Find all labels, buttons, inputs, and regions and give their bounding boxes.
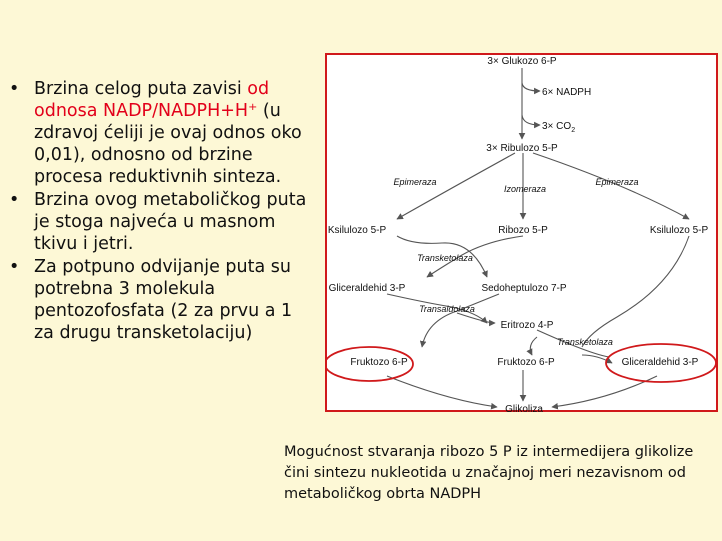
bullet-dot: • xyxy=(9,257,20,277)
caption: Mogućnost stvaranja ribozo 5 P iz intermedijera glikolize čini sintezu nukleotida u značajnoj meri nezavisnom od metaboličkog obrta NADPH xyxy=(284,444,694,502)
label-ksilulozo-right: Ksilulozo 5-P xyxy=(649,225,709,236)
label-nadph: 6× NADPH xyxy=(542,87,592,98)
label-transketolaza-2: Transketolaza xyxy=(557,337,613,347)
diagram-labels xyxy=(328,56,709,414)
bullet-dot: • xyxy=(9,79,20,99)
bullet-highlight: od odnosa NADP/NADPH+H⁺ xyxy=(34,79,270,121)
label-epimeraza-left: Epimeraza xyxy=(393,177,437,187)
bullet-text: Brzina ovog metaboličkog puta je stoga najveća u masnom tkivu i jetri. xyxy=(34,190,307,254)
label-glikoliza: Glikoliza xyxy=(505,404,543,414)
label-fruktozo-mid: Fruktozo 6-P xyxy=(497,357,555,368)
bullet-text: Brzina celog puta zavisi xyxy=(34,79,248,99)
arrow-to-fruktozo-mid xyxy=(530,337,537,355)
label-transketolaza-1: Transketolaza xyxy=(417,253,473,263)
label-eritrozo: Eritrozo 4-P xyxy=(500,320,554,331)
label-epimeraza-right: Epimeraza xyxy=(595,177,639,187)
bullet-item xyxy=(6,78,316,188)
bullet-list xyxy=(6,78,316,345)
label-glukozo: 3× Glukozo 6-P xyxy=(487,56,557,67)
label-gliceraldehid-right: Gliceraldehid 3-P xyxy=(621,357,699,368)
diagram-svg xyxy=(327,55,720,414)
bullet-item xyxy=(6,256,316,344)
arrow-ksilulozo-right-down xyxy=(582,236,689,347)
label-fruktozo-left: Fruktozo 6-P xyxy=(350,357,408,368)
arrow-fruktozo-left-glikoliza xyxy=(387,376,497,407)
label-sedoheptulozo: Sedoheptulozo 7-P xyxy=(481,283,567,294)
bullet-text: Za potpuno odvijanje puta su potrebna 3 molekula pentozofosfata (2 za prvu a 1 za drugu transketolaciju) xyxy=(34,257,293,343)
label-ribulozo: 3× Ribulozo 5-P xyxy=(486,143,558,154)
label-ribozo: Ribozo 5-P xyxy=(498,225,548,236)
label-transaldolaza: Transaldolaza xyxy=(419,304,475,314)
label-izomeraza: Izomeraza xyxy=(503,184,547,194)
label-co2: $3\times CO_2$ xyxy=(542,121,576,134)
pentose-phosphate-diagram xyxy=(325,53,718,412)
label-ksilulozo-left: Ksilulozo 5-P xyxy=(327,225,387,236)
bullet-item xyxy=(6,189,316,255)
label-gliceraldehid-left: Gliceraldehid 3-P xyxy=(328,283,406,294)
bullet-dot: • xyxy=(9,190,20,210)
arrow-co2 xyxy=(522,115,540,125)
bullet-text: (u zdravoj ćeliji je ovaj odnos oko 0,01), odnosno od brzine procesa reduktivnih sinteza. xyxy=(34,101,302,187)
arrow-sedoheptulozo-to-fruktozo xyxy=(422,294,499,347)
arrow-to-eritrozo xyxy=(457,313,495,323)
arrow-nadph xyxy=(522,83,540,91)
